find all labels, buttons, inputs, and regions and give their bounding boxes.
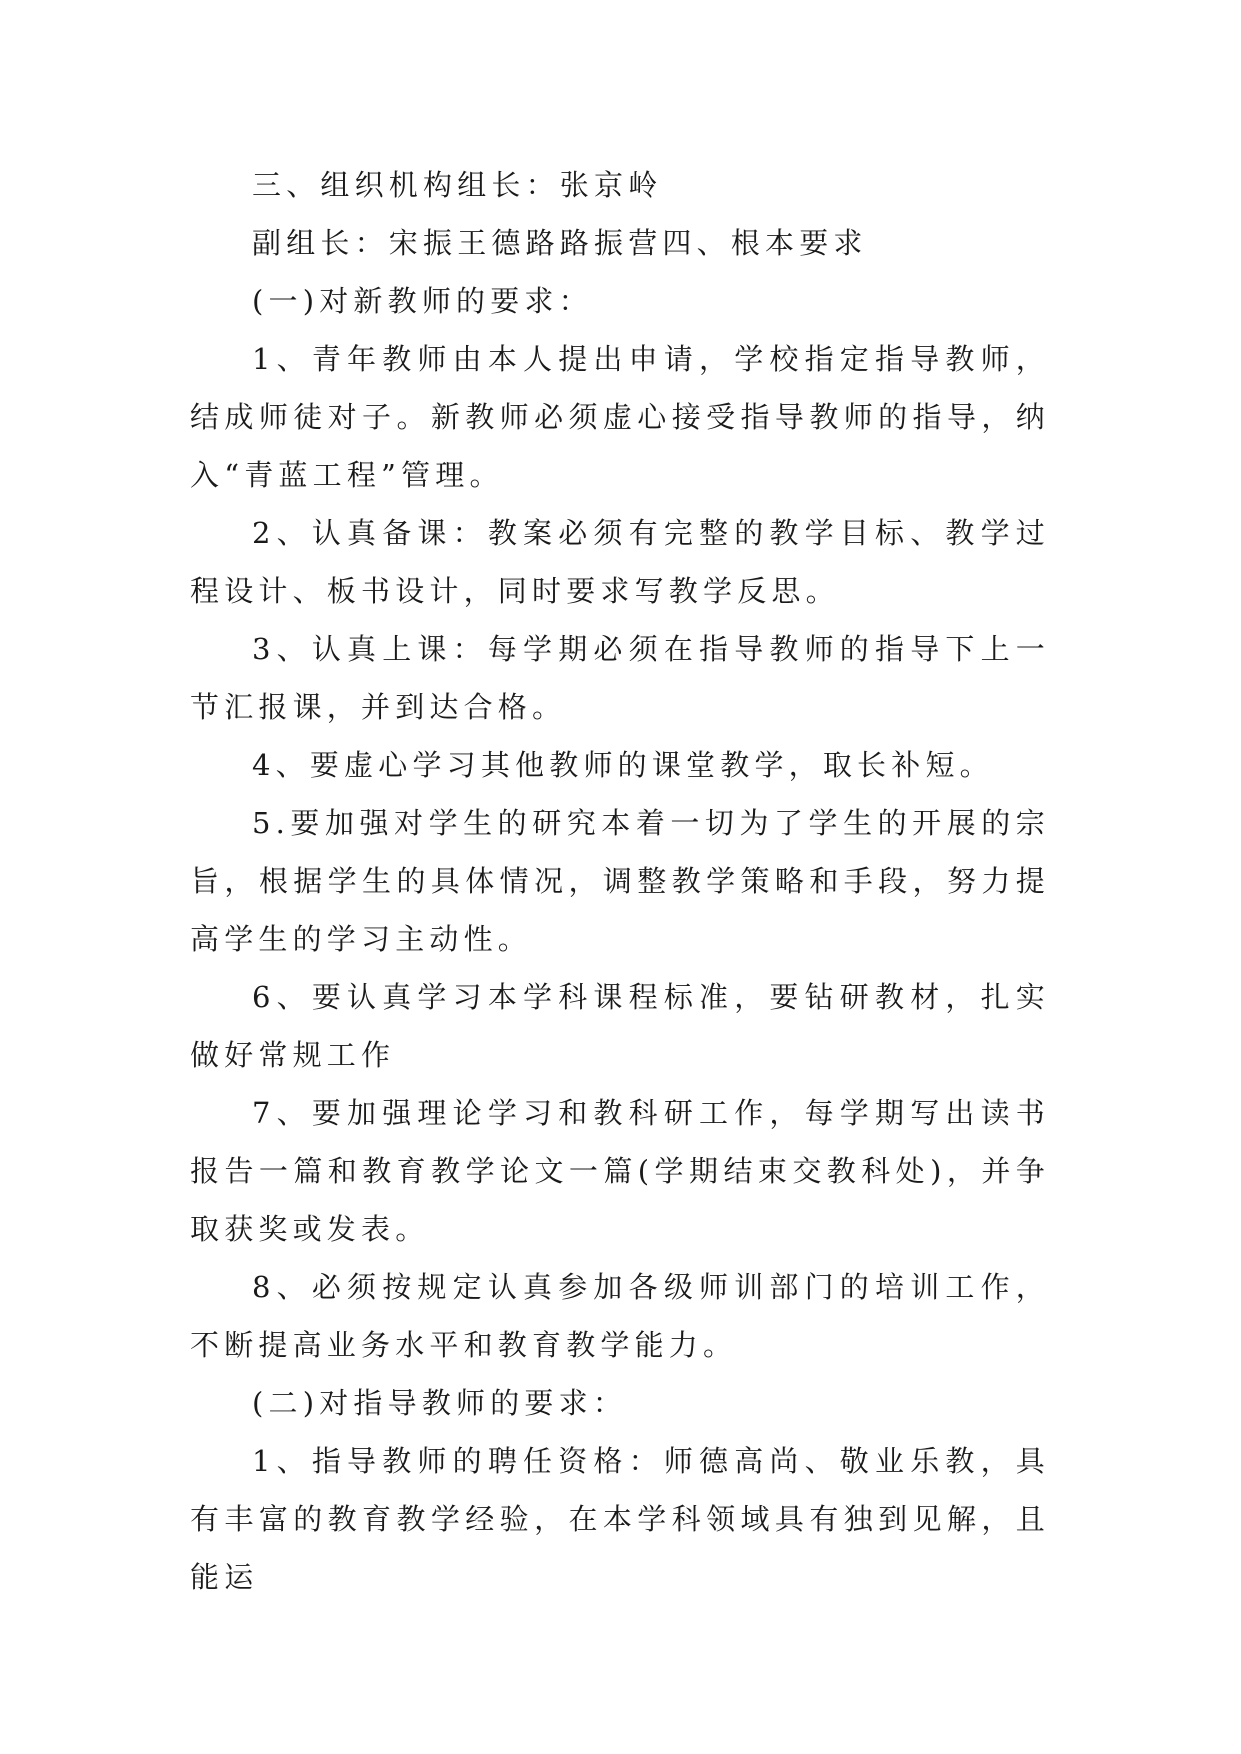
subheading-mentor-requirements: (二)对指导教师的要求： bbox=[252, 1386, 628, 1420]
subheading-new-teacher-requirements: (一)对新教师的要求： bbox=[252, 284, 593, 318]
paragraph-item-8: 8、必须按规定认真参加各级师训部门的培训工作，不断提高业务水平和教育教学能力。 bbox=[190, 1270, 1050, 1362]
section-heading-organization: 三、组织机构组长：张京岭 bbox=[252, 168, 663, 202]
paragraph-item-6: 6、要认真学习本学科课程标准，要钻研教材，扎实做好常规工作 bbox=[190, 980, 1050, 1072]
paragraph-item-7: 7、要加强理论学习和教科研工作，每学期写出读书报告一篇和教育教学论文一篇(学期结束交教科处)，并争取获奖或发表。 bbox=[190, 1096, 1050, 1246]
paragraph-item-4: 4、要虚心学习其他教师的课堂教学，取长补短。 bbox=[252, 748, 994, 782]
paragraph-mentor-item-1: 1、指导教师的聘任资格：师德高尚、敬业乐教，具有丰富的教育教学经验，在本学科领域具有独到见解，且能运 bbox=[190, 1444, 1050, 1594]
paragraph-item-2: 2、认真备课：教案必须有完整的教学目标、教学过程设计、板书设计，同时要求写教学反思。 bbox=[190, 516, 1050, 608]
paragraph-deputy-leaders: 副组长：宋振王德路路振营四、根本要求 bbox=[252, 226, 868, 260]
paragraph-item-3: 3、认真上课：每学期必须在指导教师的指导下上一节汇报课，并到达合格。 bbox=[190, 632, 1050, 724]
paragraph-item-1: 1、青年教师由本人提出申请，学校指定指导教师，结成师徒对子。新教师必须虚心接受指导教师的指导，纳入“青蓝工程”管理。 bbox=[190, 342, 1050, 492]
paragraph-item-5: 5.要加强对学生的研究本着一切为了学生的开展的宗旨，根据学生的具体情况，调整教学策略和手段，努力提高学生的学习主动性。 bbox=[190, 806, 1050, 956]
document-body bbox=[190, 156, 1050, 1606]
